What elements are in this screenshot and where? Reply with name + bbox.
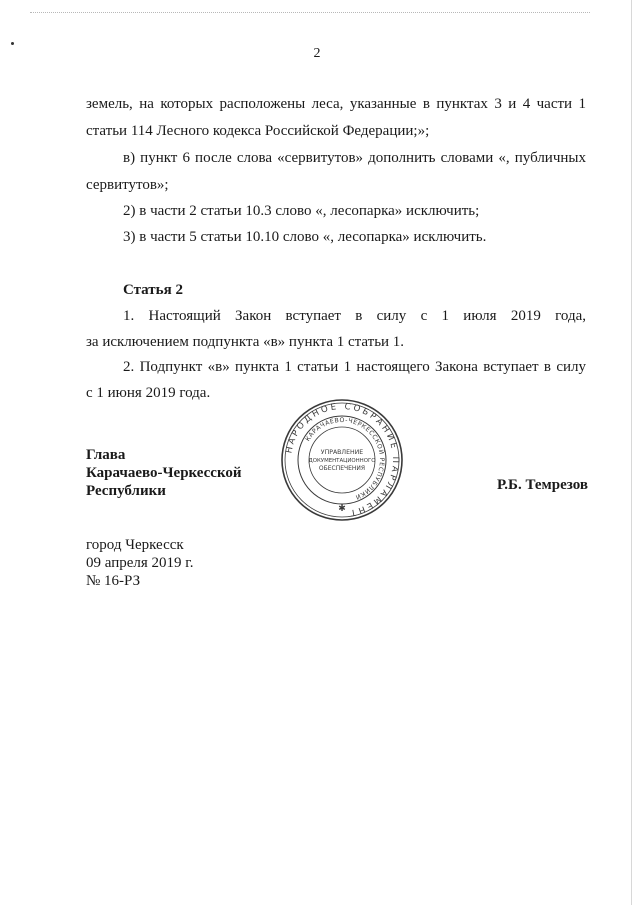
- date: 09 апреля 2019 г.: [86, 555, 194, 571]
- seal-center-text: УПРАВЛЕНИЕ: [320, 449, 364, 456]
- seal-star-icon: ✱: [338, 504, 346, 514]
- seal-inner-text: КАРАЧАЕВО-ЧЕРКЕССКОЙ РЕСПУБЛИКИ: [304, 416, 386, 501]
- scan-artifact-edge: [631, 0, 632, 905]
- article-heading: Статья 2: [123, 282, 183, 298]
- body-line: 3) в части 5 статьи 10.10 слово «, лесопарка» исключить.: [123, 229, 487, 245]
- city: город Черкесск: [86, 537, 184, 553]
- scan-speck: [11, 42, 14, 45]
- seal-center-text: ДОКУМЕНТАЦИОННОГО: [308, 458, 376, 464]
- scan-artifact-line: [30, 12, 590, 13]
- document-number: № 16-РЗ: [86, 573, 141, 589]
- article-line: с 1 июня 2019 года.: [86, 385, 211, 401]
- signatory-name: Р.Б. Темрезов: [497, 477, 588, 493]
- article-line: 2. Подпункт «в» пункта 1 статьи 1 настоящего Закона вступает в силу: [123, 359, 586, 375]
- article-line: за исключением подпункта «в» пункта 1 статьи 1.: [86, 334, 405, 350]
- official-seal: [280, 398, 404, 522]
- body-line: статьи 114 Лесного кодекса Российской Федерации;»;: [86, 123, 430, 139]
- signatory-title: Республики: [86, 483, 166, 499]
- body-line: 2) в части 2 статьи 10.3 слово «, лесопарка» исключить;: [123, 203, 480, 219]
- signatory-title: Глава: [86, 447, 126, 463]
- seal-outer-text: НАРОДНОЕ СОБРАНИЕ ПАРЛАМЕНТ: [284, 401, 401, 518]
- body-line: в) пункт 6 после слова «сервитутов» дополнить словами «, публичных: [123, 150, 586, 166]
- article-line: 1. Настоящий Закон вступает в силу с 1 июля 2019 года,: [123, 308, 586, 324]
- body-line: земель, на которых расположены леса, указанные в пунктах 3 и 4 части 1: [86, 96, 586, 112]
- body-line: сервитутов»;: [86, 177, 169, 193]
- seal-center-text: ОБЕСПЕЧЕНИЯ: [318, 465, 366, 472]
- page-number: 2: [313, 46, 321, 61]
- signatory-title: Карачаево-Черкесской: [86, 465, 242, 481]
